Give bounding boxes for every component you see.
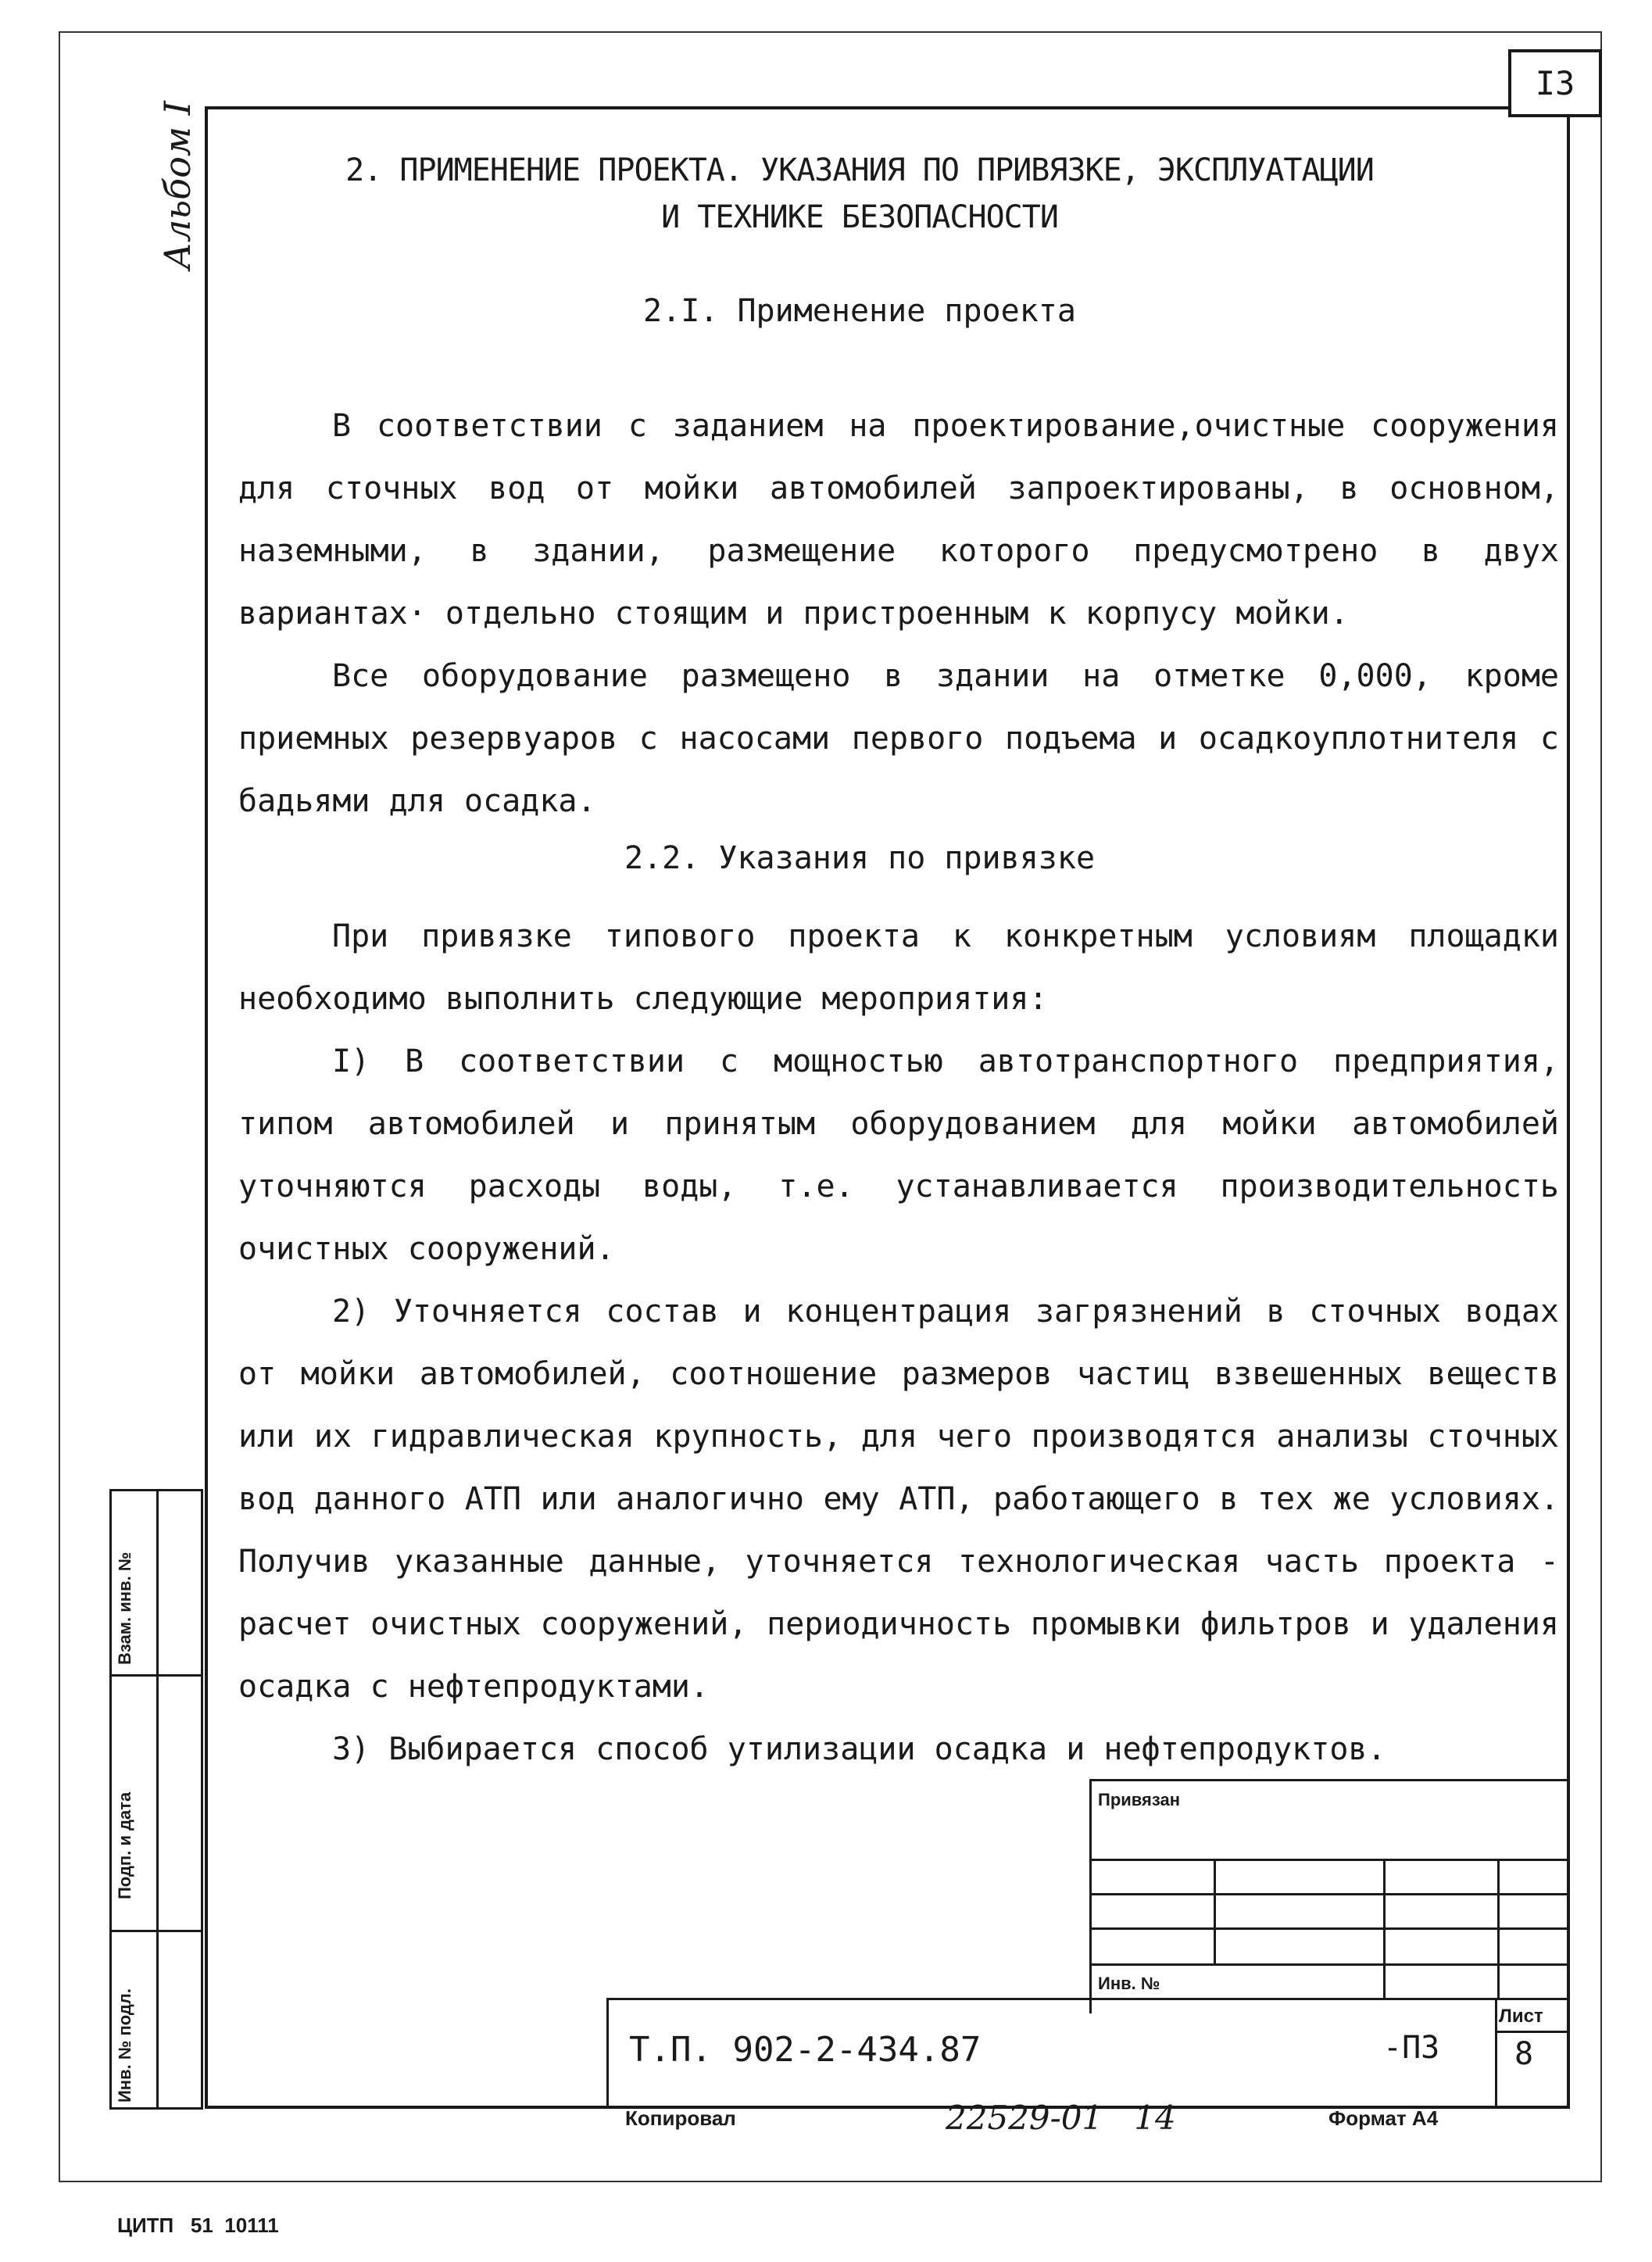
paragraph-text: 3) Выбирается способ утилизации осадка и нефтепродуктов.: [332, 1731, 1386, 1767]
stamp-line: [1497, 1859, 1500, 1999]
side-label-vzam-inv: Взам. инв. №: [115, 1552, 134, 1665]
paragraph-2-1-b: [238, 645, 1559, 832]
side-label-podp-data: Подп. и дата: [115, 1791, 134, 1899]
stamp-line: [1383, 1859, 1386, 1999]
page-number: I3: [1508, 49, 1602, 117]
paragraph-text: Все оборудование размещено в здании на отметке 0,000, кроме приемных резервуаров с насосами первого подъема и осадкоуплотнителя с бадьями для осадка.: [238, 658, 1559, 819]
paragraph-2-2-intro: [238, 905, 1559, 1030]
document-type: -ПЗ: [1383, 2030, 1440, 2066]
stamp-line: [1089, 1779, 1570, 1781]
paragraph-text: I) В соответствии с мощностью автотранспортного предприятия, типом автомобилей и принятым оборудованием для мойки автомобилей уточняются расходы воды, т.е. устанавливается производительность очистных сооружений.: [238, 1043, 1559, 1267]
subsection-title-2-1: 2.I. Применение проекта: [643, 293, 1076, 329]
paragraph-text: При привязке типового проекта к конкретным условиям площадки необходимо выполнить следующие мероприятия:: [238, 918, 1559, 1017]
stamp-inv-no: Инв. №: [1098, 1974, 1160, 1993]
paragraph-2-1-a: [238, 395, 1559, 645]
paragraph-text: 2) Уточняется состав и концентрация загрязнений в сточных водах от мойки автомобилей, соотношение размеров частиц взвешенных веществ или их гидравлическая крупность, для чего производятся анализы сточных вод данного АТП или аналогично ему АТП, работающего в тех же условиях. Получив указанные данные, уточняется технологическая часть проекта - расчет очистных сооружений, периодичность промывки фильтров и удаления осадка с нефтепродуктами.: [238, 1294, 1559, 1705]
footer-kopiroval: Копировал: [625, 2106, 736, 2130]
title-block-line: [1495, 1998, 1497, 2109]
paragraph-2-2-item2: [238, 1280, 1559, 1718]
paragraph-text: В соответствии с заданием на проектирование,очистные сооружения для сточных вод от мойки автомобилей запроектированы, в основном, наземными, в здании, размещение которого предусмотрено в двух вариантах· отдельно стоящим и пристроенным к корпусу мойки.: [238, 408, 1559, 632]
sheet-label: Лист: [1499, 2006, 1543, 2027]
paragraph-2-2-item3: [238, 1718, 1559, 1781]
side-label-inv-podl: Инв. № подл.: [115, 1988, 134, 2103]
title-block-line: [606, 1998, 609, 2109]
stamp-line: [1214, 1859, 1216, 1963]
title-block-line: [606, 1998, 1570, 2000]
stamp-line: [1089, 1779, 1092, 2013]
section-heading-line1: 2. ПРИМЕНЕНИЕ ПРОЕКТА. УКАЗАНИЯ ПО ПРИВЯЗКЕ, ЭКСПЛУАТАЦИИ: [345, 152, 1374, 188]
footer-handwritten-number: 22529-01 14: [946, 2099, 1176, 2137]
document-code: Т.П. 902-2-434.87: [629, 2030, 982, 2070]
section-heading-line2: И ТЕХНИКЕ БЕЗОПАСНОСТИ: [661, 199, 1058, 235]
stamp-privyazan: Привязан: [1098, 1790, 1181, 1809]
album-label: Альбом I: [156, 101, 198, 270]
side-divider: [156, 1489, 159, 2109]
subsection-title-2-2: 2.2. Указания по привязке: [624, 840, 1096, 876]
footer-format: Формат А4: [1328, 2106, 1439, 2130]
paragraph-2-2-item1: [238, 1030, 1559, 1280]
footer-org-code: ЦИТП 51 10111: [117, 2214, 279, 2237]
title-block-line: [1495, 2031, 1570, 2033]
sheet-number: 8: [1514, 2036, 1534, 2072]
